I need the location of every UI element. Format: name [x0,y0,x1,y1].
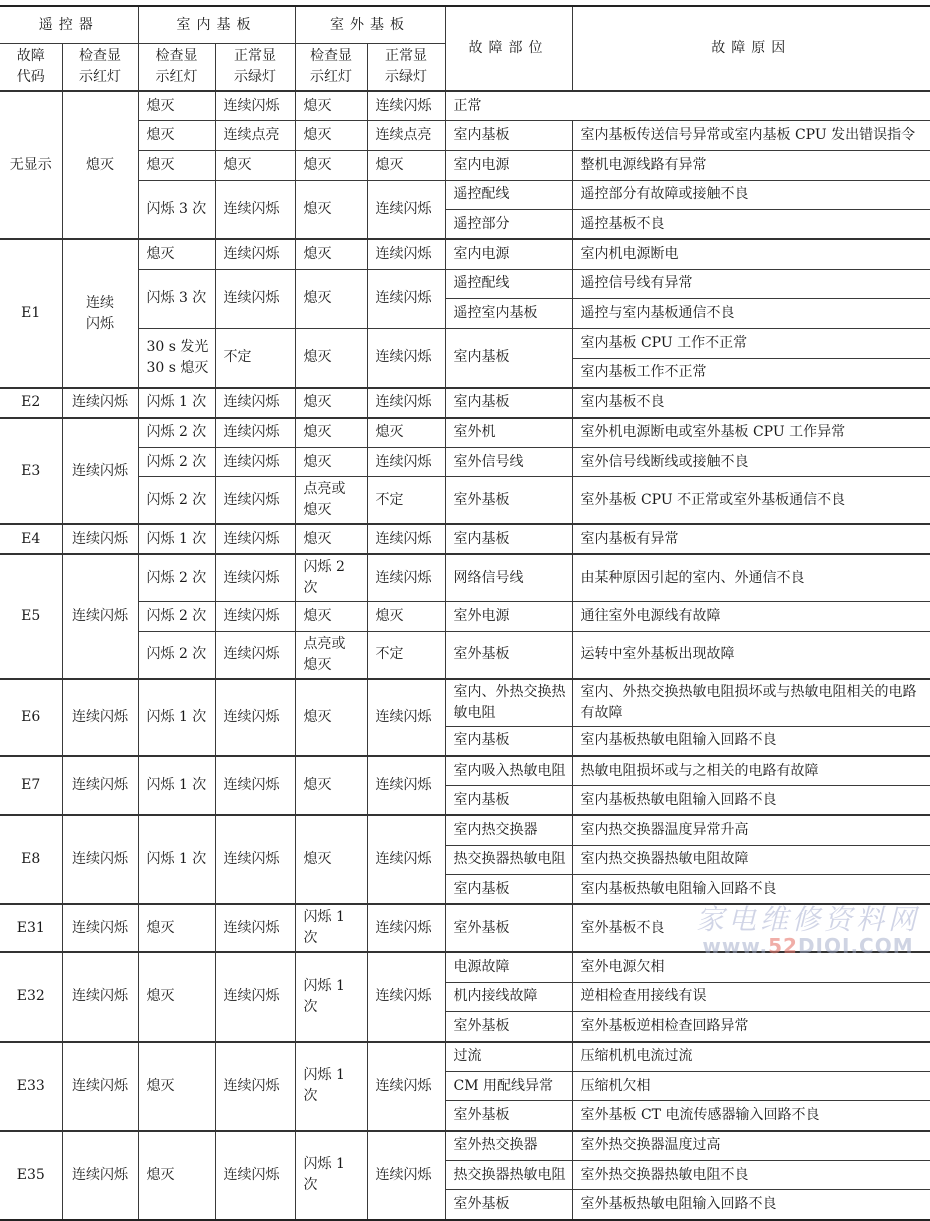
header-outdoor-red: 检查显 示红灯 [295,44,367,92]
indoor-green-light: 连续闪烁 [215,602,295,632]
indoor-green-light: 连续闪烁 [215,1131,295,1220]
table-row [0,1042,930,1072]
fault-location: 室外电源 [445,602,572,632]
remote-red-light: 连续闪烁 [62,388,138,418]
outdoor-red-light: 熄灭 [295,150,367,180]
fault-cause: 室内基板热敏电阻输入回路不良 [572,875,930,905]
fault-location: 室外基板 [445,477,572,525]
fault-location: 室内电源 [445,239,572,269]
outdoor-green-light: 连续闪烁 [367,269,445,328]
outdoor-red-light: 熄灭 [295,524,367,554]
fault-code: E7 [0,756,62,815]
outdoor-green-light: 连续闪烁 [367,447,445,477]
table-row [0,91,930,121]
outdoor-green-light: 连续闪烁 [367,180,445,239]
fault-location: 热交换器热敏电阻 [445,1160,572,1190]
fault-location: 室外基板 [445,904,572,952]
outdoor-red-light: 闪烁 2 次 [295,554,367,602]
outdoor-green-light: 连续闪烁 [367,756,445,815]
fault-location: 电源故障 [445,952,572,982]
fault-cause: 整机电源线路有异常 [572,150,930,180]
indoor-red-light: 30 s 发光 30 s 熄灭 [138,329,215,388]
table-row [0,150,930,180]
indoor-red-light: 闪烁 2 次 [138,447,215,477]
fault-cause: 室内基板工作不正常 [572,358,930,388]
remote-red-light: 连续闪烁 [62,815,138,904]
outdoor-red-light: 熄灭 [295,679,367,756]
fault-code: E8 [0,815,62,904]
fault-cause: 热敏电阻损坏或与之相关的电路有故障 [572,756,930,786]
outdoor-red-light: 熄灭 [295,388,367,418]
indoor-green-light: 连续闪烁 [215,631,295,679]
fault-cause: 压缩机机电流过流 [572,1042,930,1072]
outdoor-green-light: 连续闪烁 [367,815,445,904]
fault-location: 室内基板 [445,726,572,756]
fault-location: 遥控室内基板 [445,299,572,329]
indoor-red-light: 熄灭 [138,239,215,269]
fault-location: 室外基板 [445,1101,572,1131]
table-row [0,1131,930,1161]
outdoor-red-light: 熄灭 [295,180,367,239]
fault-location: 机内接线故障 [445,982,572,1012]
remote-red-light: 连续闪烁 [62,952,138,1041]
table-row [0,554,930,602]
fault-cause: 遥控基板不良 [572,210,930,240]
table-row [0,447,930,477]
indoor-red-light: 闪烁 1 次 [138,679,215,756]
fault-location: 室内基板 [445,786,572,816]
fault-location: 热交换器热敏电阻 [445,845,572,875]
header-fault-code: 故障 代码 [0,44,62,92]
fault-location: 室外热交换器 [445,1131,572,1161]
indoor-green-light: 连续闪烁 [215,418,295,448]
remote-red-light: 连续 闪烁 [62,239,138,387]
fault-location: 室内吸入热敏电阻 [445,756,572,786]
fault-cause: 由某种原因引起的室内、外通信不良 [572,554,930,602]
table-row [0,904,930,952]
fault-cause: 室外机电源断电或室外基板 CPU 工作异常 [572,418,930,448]
fault-cause: 室外热交换器温度过高 [572,1131,930,1161]
fault-cause: 室内基板 CPU 工作不正常 [572,329,930,359]
fault-location: 室外基板 [445,1012,572,1042]
fault-location: 正常 [445,91,930,121]
outdoor-green-light: 连续点亮 [367,121,445,151]
indoor-green-light: 连续闪烁 [215,815,295,904]
fault-cause: 室内基板不良 [572,388,930,418]
indoor-green-light: 连续点亮 [215,121,295,151]
outdoor-red-light: 闪烁 1 次 [295,904,367,952]
fault-location: 室外基板 [445,1190,572,1220]
table-row [0,418,930,448]
header-fault-location: 故障部位 [445,6,572,91]
watermark-url-rest: DIOI.COM [797,934,914,959]
fault-location: 室内热交换器 [445,815,572,845]
indoor-green-light: 连续闪烁 [215,447,295,477]
outdoor-red-light: 闪烁 1 次 [295,952,367,1041]
outdoor-red-light: 熄灭 [295,756,367,815]
fault-cause: 室内基板有异常 [572,524,930,554]
indoor-red-light: 闪烁 1 次 [138,524,215,554]
fault-code: E6 [0,679,62,756]
outdoor-red-light: 熄灭 [295,815,367,904]
fault-cause: 室内热交换器温度异常升高 [572,815,930,845]
table-row [0,679,930,727]
remote-red-light: 连续闪烁 [62,554,138,679]
indoor-green-light: 熄灭 [215,150,295,180]
fault-location: 室外机 [445,418,572,448]
remote-red-light: 熄灭 [62,91,138,239]
fault-cause: 室外基板 CT 电流传感器输入回路不良 [572,1101,930,1131]
fault-cause: 室外热交换器热敏电阻不良 [572,1160,930,1190]
fault-cause: 室内、外热交换热敏电阻损坏或与热敏电阻相关的电路有故障 [572,679,930,727]
watermark-url-red: 52 [768,934,798,959]
outdoor-green-light: 连续闪烁 [367,904,445,952]
fault-location: 遥控部分 [445,210,572,240]
remote-red-light: 连续闪烁 [62,756,138,815]
outdoor-green-light: 连续闪烁 [367,91,445,121]
indoor-red-light: 闪烁 2 次 [138,602,215,632]
fault-cause: 室内热交换器热敏电阻故障 [572,845,930,875]
table-row [0,602,930,632]
outdoor-green-light: 熄灭 [367,418,445,448]
fault-location: 遥控配线 [445,269,572,299]
outdoor-red-light: 点亮或 熄灭 [295,477,367,525]
fault-cause: 室外信号线断线或接触不良 [572,447,930,477]
table-body [0,91,930,1220]
indoor-red-light: 闪烁 3 次 [138,180,215,239]
header-remote-red: 检查显 示红灯 [62,44,138,92]
fault-location: 室内、外热交换热敏电阻 [445,679,572,727]
outdoor-red-light: 熄灭 [295,602,367,632]
outdoor-green-light: 不定 [367,631,445,679]
watermark-site-name: 家电维修资料网 [695,903,920,937]
header-indoor-board: 室内基板 [138,6,295,44]
fault-cause: 室内基板传送信号异常或室内基板 CPU 发出错误指令 [572,121,930,151]
outdoor-green-light: 连续闪烁 [367,679,445,756]
table-row [0,239,930,269]
indoor-red-light: 熄灭 [138,150,215,180]
indoor-red-light: 熄灭 [138,1042,215,1131]
indoor-green-light: 连续闪烁 [215,756,295,815]
fault-code: E4 [0,524,62,554]
fault-cause: 遥控与室内基板通信不良 [572,299,930,329]
fault-location: 室内基板 [445,524,572,554]
table-row [0,631,930,679]
fault-code: E3 [0,418,62,525]
fault-code: E1 [0,239,62,387]
outdoor-red-light: 闪烁 1 次 [295,1042,367,1131]
fault-cause: 室外基板不良 [572,904,930,952]
table-header [0,6,930,91]
outdoor-red-light: 熄灭 [295,121,367,151]
indoor-green-light: 连续闪烁 [215,904,295,952]
outdoor-green-light: 连续闪烁 [367,554,445,602]
fault-location: 网络信号线 [445,554,572,602]
fault-code: 无显示 [0,91,62,239]
table-row [0,329,930,359]
indoor-red-light: 闪烁 2 次 [138,631,215,679]
fault-location: 室内基板 [445,388,572,418]
fault-location: 室内电源 [445,150,572,180]
fault-location: 室外信号线 [445,447,572,477]
indoor-green-light: 连续闪烁 [215,554,295,602]
indoor-green-light: 连续闪烁 [215,679,295,756]
indoor-red-light: 闪烁 2 次 [138,554,215,602]
table-row [0,815,930,845]
fault-location: 室内基板 [445,121,572,151]
table-row [0,180,930,210]
indoor-green-light: 不定 [215,329,295,388]
outdoor-red-light: 熄灭 [295,269,367,328]
fault-code: E5 [0,554,62,679]
fault-code: E33 [0,1042,62,1131]
outdoor-green-light: 连续闪烁 [367,952,445,1041]
table-row [0,952,930,982]
indoor-red-light: 闪烁 3 次 [138,269,215,328]
header-fault-cause: 故障原因 [572,6,930,91]
outdoor-green-light: 连续闪烁 [367,1042,445,1131]
fault-code: E2 [0,388,62,418]
outdoor-green-light: 熄灭 [367,602,445,632]
indoor-green-light: 连续闪烁 [215,1042,295,1131]
fault-code-table [0,5,930,1221]
indoor-red-light: 熄灭 [138,1131,215,1220]
outdoor-green-light: 连续闪烁 [367,239,445,269]
remote-red-light: 连续闪烁 [62,904,138,952]
remote-red-light: 连续闪烁 [62,418,138,525]
fault-cause: 通往室外电源线有故障 [572,602,930,632]
outdoor-red-light: 熄灭 [295,329,367,388]
fault-cause: 压缩机欠相 [572,1071,930,1101]
table-row [0,388,930,418]
outdoor-red-light: 熄灭 [295,418,367,448]
indoor-green-light: 连续闪烁 [215,952,295,1041]
indoor-green-light: 连续闪烁 [215,477,295,525]
indoor-red-light: 闪烁 1 次 [138,815,215,904]
indoor-green-light: 连续闪烁 [215,388,295,418]
fault-location: 室内基板 [445,329,572,388]
header-indoor-red: 检查显 示红灯 [138,44,215,92]
fault-code: E31 [0,904,62,952]
outdoor-green-light: 连续闪烁 [367,524,445,554]
remote-red-light: 连续闪烁 [62,679,138,756]
indoor-red-light: 熄灭 [138,91,215,121]
fault-cause: 室内基板热敏电阻输入回路不良 [572,786,930,816]
fault-code: E35 [0,1131,62,1220]
table-row [0,121,930,151]
indoor-red-light: 熄灭 [138,121,215,151]
indoor-red-light: 闪烁 2 次 [138,477,215,525]
fault-cause: 室外基板热敏电阻输入回路不良 [572,1190,930,1220]
fault-cause: 遥控部分有故障或接触不良 [572,180,930,210]
table-row [0,756,930,786]
indoor-green-light: 连续闪烁 [215,524,295,554]
fault-location: 室外基板 [445,631,572,679]
fault-cause: 室内基板热敏电阻输入回路不良 [572,726,930,756]
outdoor-red-light: 熄灭 [295,447,367,477]
fault-cause: 逆相检查用接线有误 [572,982,930,1012]
outdoor-green-light: 连续闪烁 [367,388,445,418]
indoor-green-light: 连续闪烁 [215,269,295,328]
fault-cause: 遥控信号线有异常 [572,269,930,299]
indoor-green-light: 连续闪烁 [215,180,295,239]
indoor-red-light: 熄灭 [138,952,215,1041]
outdoor-red-light: 熄灭 [295,91,367,121]
header-remote: 遥控器 [0,6,138,44]
indoor-red-light: 闪烁 1 次 [138,756,215,815]
fault-location: CM 用配线异常 [445,1071,572,1101]
outdoor-green-light: 熄灭 [367,150,445,180]
outdoor-red-light: 熄灭 [295,239,367,269]
fault-location: 室内基板 [445,875,572,905]
header-outdoor-board: 室外基板 [295,6,445,44]
fault-cause: 运转中室外基板出现故障 [572,631,930,679]
fault-code: E32 [0,952,62,1041]
watermark-url-prefix: www. [702,934,769,959]
fault-location: 过流 [445,1042,572,1072]
outdoor-green-light: 连续闪烁 [367,329,445,388]
outdoor-green-light: 不定 [367,477,445,525]
indoor-red-light: 闪烁 2 次 [138,418,215,448]
outdoor-red-light: 点亮或 熄灭 [295,631,367,679]
remote-red-light: 连续闪烁 [62,1042,138,1131]
outdoor-red-light: 闪烁 1 次 [295,1131,367,1220]
table-row [0,477,930,525]
fault-cause: 室外基板 CPU 不正常或室外基板通信不良 [572,477,930,525]
fault-cause: 室内机电源断电 [572,239,930,269]
fault-cause: 室外基板逆相检查回路异常 [572,1012,930,1042]
remote-red-light: 连续闪烁 [62,524,138,554]
outdoor-green-light: 连续闪烁 [367,1131,445,1220]
indoor-green-light: 连续闪烁 [215,239,295,269]
fault-cause: 室外电源欠相 [572,952,930,982]
fault-location: 遥控配线 [445,180,572,210]
header-outdoor-green: 正常显 示绿灯 [367,44,445,92]
indoor-green-light: 连续闪烁 [215,91,295,121]
table-row [0,524,930,554]
header-indoor-green: 正常显 示绿灯 [215,44,295,92]
table-row [0,269,930,299]
remote-red-light: 连续闪烁 [62,1131,138,1220]
indoor-red-light: 闪烁 1 次 [138,388,215,418]
indoor-red-light: 熄灭 [138,904,215,952]
